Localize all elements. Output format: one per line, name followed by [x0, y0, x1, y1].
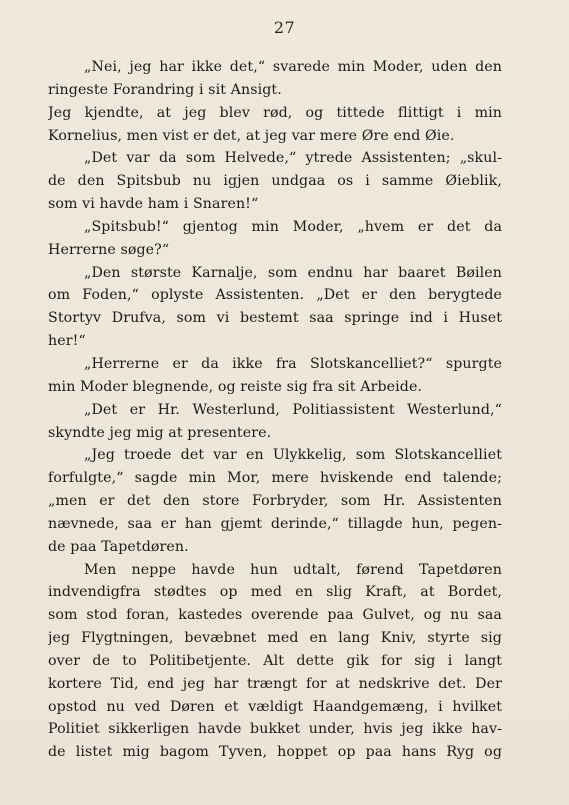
text-line: „Spitsbub!“ gjentog min Moder, „hvem er det da — [84, 218, 502, 235]
text-line: de listet mig bagom Tyven, hoppet op paa hans Ryg og — [48, 744, 502, 761]
text-line: over de to Politibetjente. Alt dette gik for sig i langt — [48, 652, 502, 669]
text-line: som stod foran, kastedes overende paa Gulvet, og nu saa — [48, 607, 502, 624]
text-line: Politiet sikkerligen havde bukket under, hvis jeg ikke hav- — [48, 721, 502, 738]
text-line: „Nei, jeg har ikke det,“ svarede min Moder, uden den — [84, 59, 502, 75]
page-number: 27 — [273, 18, 296, 37]
body-text — [48, 56, 502, 764]
text-line: „Herrerne er da ikke fra Slotskancelliet?“ spurgte — [84, 355, 502, 372]
text-line: de paa Tapetdøren. — [48, 538, 189, 555]
text-line: her!“ — [48, 333, 86, 350]
text-line: Herrerne søge?“ — [48, 241, 170, 258]
text-line: „Den største Karnalje, som endnu har baaret Bøilen — [84, 264, 502, 281]
text-line: Kornelius, men vist er det, at jeg var mere Øre end Øie. — [48, 127, 455, 144]
text-line: de den Spitsbub nu igjen undgaa os i samme Øieblik, — [48, 173, 502, 190]
text-line: Stortyv Drufva, som vi bestemt saa springe ind i Huset — [48, 310, 502, 327]
text-line: nævnede, saa er han gjemt derinde,“ tillagde hun, pegen- — [48, 515, 502, 532]
text-line: som vi havde ham i Snaren!“ — [48, 196, 259, 213]
text-line: opstod nu ved Døren et vældigt Haandgemæng, i hvilket — [48, 698, 502, 715]
text-line: „men er det den store Forbryder, som Hr. Assistenten — [48, 493, 502, 510]
text-line: Jeg kjendte, at jeg blev rød, og tittede flittigt i min — [48, 104, 502, 121]
text-line: skyndte jeg mig at presentere. — [48, 424, 272, 441]
text-line: ringeste Forandring i sit Ansigt. — [48, 81, 282, 98]
text-line: „Det var da som Helvede,“ ytrede Assistenten; „skul- — [84, 150, 502, 167]
text-line: „Det er Hr. Westerlund, Politiassistent Westerlund,“ — [84, 401, 502, 418]
text-line: indvendigfra stødtes op med en slig Kraft, at Bordet, — [48, 584, 502, 601]
text-line: „Jeg troede det var en Ulykkelig, som Slotskancelliet — [84, 447, 502, 464]
text-line: jeg Flygtningen, bevæbnet med en lang Kniv, styrte sig — [48, 630, 502, 647]
text-line: kortere Tid, end jeg har trængt for at nedskrive det. Der — [48, 675, 502, 692]
text-line: min Moder blegnende, og reiste sig fra sit Arbeide. — [48, 378, 423, 395]
text-line: om Foden,“ oplyste Assistenten. „Det er den berygtede — [48, 287, 502, 304]
text-line: forfulgte,“ sagde min Mor, mere hviskende end talende; — [48, 470, 502, 487]
text-line: Men neppe havde hun udtalt, førend Tapetdøren — [84, 561, 502, 578]
